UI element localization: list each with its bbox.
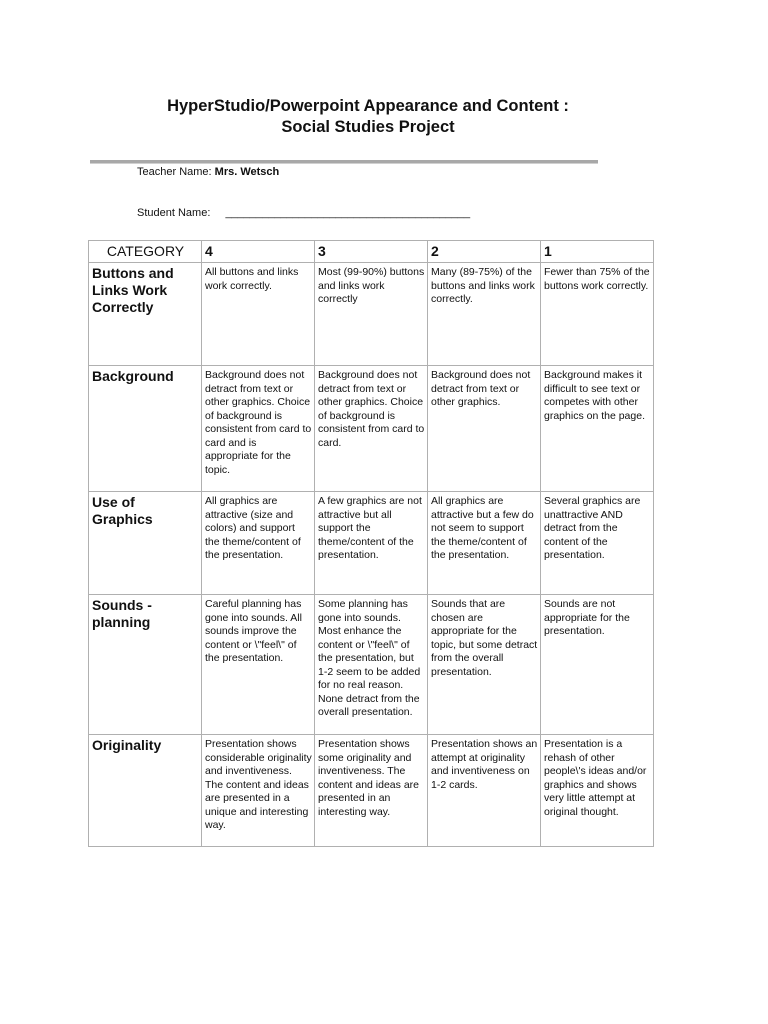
header-row [89,241,654,263]
title-line-1: HyperStudio/Powerpoint Appearance and Content : [167,97,569,115]
cell-score-4: Careful planning has gone into sounds. All sounds improve the content or \"feel\" of the presentation. [202,595,315,735]
cell-score-2: Sounds that are chosen are appropriate for the topic, but some detract from the overall presentation. [428,595,541,735]
header-score-4: 4 [202,241,315,263]
student-label: Student Name: [137,207,211,219]
student-name-field [137,207,470,219]
table-row [89,595,654,735]
teacher-label: Teacher Name: [137,166,212,178]
page-title [0,96,736,138]
table-row [89,735,654,847]
header-score-1: 1 [541,241,654,263]
row-category: Sounds - planning [89,595,202,735]
cell-score-2: Many (89-75%) of the buttons and links work correctly. [428,263,541,366]
row-category: Originality [89,735,202,847]
rubric-table [88,240,654,847]
cell-score-3: Most (99-90%) buttons and links work correctly [315,263,428,366]
title-line-2: Social Studies Project [281,118,455,136]
header-score-3: 3 [315,241,428,263]
cell-score-1: Background makes it difficult to see text or competes with other graphics on the page. [541,366,654,492]
table-row [89,263,654,366]
student-name-line: ________________________________________ [225,207,471,219]
cell-score-1: Presentation is a rehash of other people\'s ideas and/or graphics and shows very little attempt at original thought. [541,735,654,847]
cell-score-1: Several graphics are unattractive AND detract from the content of the presentation. [541,492,654,595]
header-score-2: 2 [428,241,541,263]
header-category: CATEGORY [89,241,202,263]
cell-score-3: Presentation shows some originality and inventiveness. The content and ideas are presented in an interesting way. [315,735,428,847]
table-row [89,366,654,492]
cell-score-2: Background does not detract from text or other graphics. [428,366,541,492]
table-row [89,492,654,595]
cell-score-3: Some planning has gone into sounds. Most enhance the content or \"feel\" of the presentation, but 1-2 seem to be added for no real reason. None detract from the overall presentation. [315,595,428,735]
teacher-name-field [137,166,279,178]
row-category: Buttons and Links Work Correctly [89,263,202,366]
cell-score-2: All graphics are attractive but a few do not seem to support the theme/content of the presentation. [428,492,541,595]
cell-score-4: Presentation shows considerable originality and inventiveness. The content and ideas are presented in a unique and interesting way. [202,735,315,847]
cell-score-3: Background does not detract from text or other graphics. Choice of background is consistent from card to card. [315,366,428,492]
row-category: Use of Graphics [89,492,202,595]
cell-score-4: All buttons and links work correctly. [202,263,315,366]
cell-score-4: All graphics are attractive (size and colors) and support the theme/content of the presentation. [202,492,315,595]
teacher-name: Mrs. Wetsch [214,166,280,178]
row-category: Background [89,366,202,492]
cell-score-4: Background does not detract from text or other graphics. Choice of background is consistent from card to card and is appropriate for the topic. [202,366,315,492]
cell-score-1: Sounds are not appropriate for the presentation. [541,595,654,735]
cell-score-2: Presentation shows an attempt at originality and inventiveness on 1-2 cards. [428,735,541,847]
cell-score-1: Fewer than 75% of the buttons work correctly. [541,263,654,366]
horizontal-rule [90,160,598,164]
cell-score-3: A few graphics are not attractive but all support the theme/content of the presentation. [315,492,428,595]
